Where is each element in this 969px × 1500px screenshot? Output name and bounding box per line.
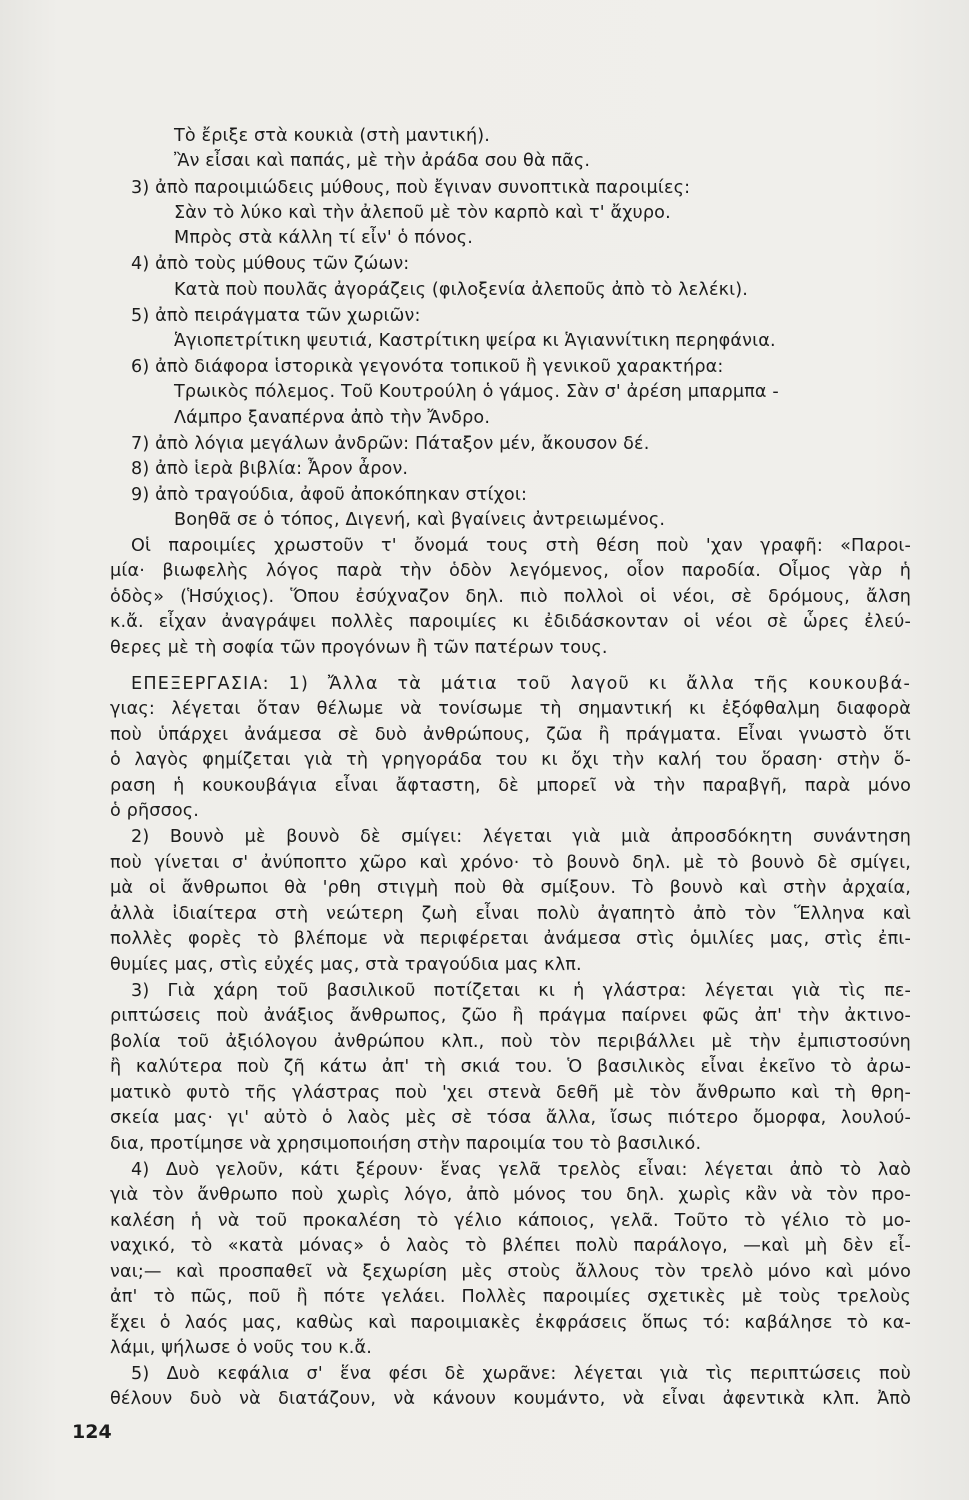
paragraph-line: ὁ ρῆσσος. [110, 801, 200, 821]
paragraph-line: 2) Βουνὸ μὲ βουνὸ δὲ σμίγει: λέγεται γιὰ μιὰ ἀπροσδόκητη συνάντηση [131, 827, 911, 847]
paragraph-line: λάμι, ψήλωσε ὁ νοῦς του κ.ἄ. [110, 1338, 373, 1358]
paragraph-line: γιας: λέγεται ὅταν θέλωμε νὰ τονίσωμε τὴ σημαντική κι ἐξόφθαλμη διαφορὰ [110, 699, 911, 719]
paragraph-line: ὁδὸς» (Ἡσύχιος). Ὅπου ἐσύχναζον δηλ. πιὸ πολλοὶ οἱ νέοι, σὲ δρόμους, ἄλση [110, 587, 911, 607]
text-line: Σὰν τὸ λύκο καὶ τὴν ἀλεποῦ μὲ τὸν καρπὸ καὶ τ' ἄχυρο. [174, 203, 671, 223]
paragraph-line: ραση ἡ κουκουβάγια εἶναι ἄφταστη, δὲ μπορεῖ νὰ τὴν παραβγῆ, παρὰ μόνο [110, 776, 911, 796]
paragraph-line: ριπτώσεις ποὺ ἀνάξιος ἄνθρωπος, ζῶο ἢ πράγμα παίρνει φῶς ἀπ' τὴν ἀκτινο- [110, 1006, 911, 1026]
paragraph-line: ματικὸ φυτὸ τῆς γλάστρας ποὺ 'χει στενὰ δεθῆ μὲ τὸν ἄνθρωπο καὶ τὴ θρη- [110, 1083, 911, 1103]
list-item-7: 7) ἀπὸ λόγια μεγάλων ἀνδρῶν: Πάταξον μέν, ἄκουσον δέ. [131, 434, 650, 454]
list-item-3: 3) ἀπὸ παροιμιώδεις μύθους, ποὺ ἔγιναν συνοπτικὰ παροιμίες: [131, 178, 691, 198]
paragraph-line: θυμίες μας, στὶς εὐχές μας, στὰ τραγούδια μας κλπ. [110, 955, 582, 975]
text-line: Ἁγιοπετρίτικη ψευτιά, Καστρίτικη ψείρα κι Ἁγιαννίτικη περηφάνια. [174, 331, 776, 351]
paragraph-line: πολλὲς φορὲς τὸ βλέπομε νὰ περιφέρεται ἀνάμεσα στὶς ὁμιλίες μας, στὶς ἐπι- [110, 929, 911, 949]
text-line: Τὸ ἔριξε στὰ κουκιὰ (στὴ μαντική). [174, 126, 490, 146]
text-line: Μπρὸς στὰ κάλλη τί εἶν' ὁ πόνος. [174, 228, 473, 248]
list-item-6: 6) ἀπὸ διάφορα ἱστορικὰ γεγονότα τοπικοῦ ἢ γενικοῦ χαρακτήρα: [131, 357, 724, 377]
paragraph-line: ἔχει ὁ λαός μας, καθὼς καὶ παροιμιακὲς ἐκφράσεις ὅπως τό: καβάλησε τὸ κα- [110, 1313, 911, 1333]
paragraph-line: Οἱ παροιμίες χρωστοῦν τ' ὄνομά τους στὴ θέση ποὺ 'χαν γραφῆ: «Παροι- [131, 536, 911, 556]
paragraph-line: μία· βιωφελὴς λόγος παρὰ τὴν ὁδὸν λεγόμενος, οἷον παροδία. Οἶμος γὰρ ἡ [110, 561, 911, 581]
paragraph-line: βολία τοῦ ἀξιόλογου ἀνθρώπου κλπ., ποὺ τὸν περιβάλλει μὲ τὴν ἐμπιστοσύνη [110, 1032, 911, 1052]
text-line: Βοηθᾶ σε ὁ τόπος, Διγενή, καὶ βγαίνεις ἀντρειωμένος. [174, 510, 666, 530]
list-item-8: 8) ἀπὸ ἱερὰ βιβλία: Ἆρον ἆρον. [131, 459, 409, 479]
list-item-5: 5) ἀπὸ πειράγματα τῶν χωριῶν: [131, 306, 421, 326]
list-item-4: 4) ἀπὸ τοὺς μύθους τῶν ζώων: [131, 254, 410, 274]
paragraph-line: ἀλλὰ ἰδιαίτερα στὴ νεώτερη ζωὴ εἶναι πολὺ ἀγαπητὸ ἀπὸ τὸν Ἕλληνα καὶ [110, 904, 911, 924]
text-line: Κατὰ ποὺ πουλᾶς ἀγοράζεις (φιλοξενία ἀλεποῦς ἀπὸ τὸ λελέκι). [174, 280, 748, 300]
paragraph-line: ποὺ ὑπάρχει ἀνάμεσα σὲ δυὸ ἀνθρώπους, ζῶα ἢ πράγματα. Εἶναι γνωστὸ ὅτι [110, 725, 911, 745]
paragraph-line: 3) Γιὰ χάρη τοῦ βασιλικοῦ ποτίζεται κι ἡ γλάστρα: λέγεται γιὰ τὶς πε- [131, 981, 911, 1001]
paragraph-line: ἀπ' τὸ πῶς, ποῦ ἢ πότε γελάει. Πολλὲς παροιμίες σχετικὲς μὲ τοὺς τρελοὺς [110, 1287, 911, 1307]
text-line: Λάμπρο ξαναπέρνα ἀπὸ τὴν Ἄνδρο. [174, 408, 491, 428]
paragraph-line: θερες μὲ τὴ σοφία τῶν προγόνων ἢ τῶν πατέρων τους. [110, 638, 608, 658]
paragraph-line: κ.ἄ. εἶχαν ἀναγράψει πολλὲς παροιμίες κι ἐδιδάσκονταν οἱ νέοι σὲ ὧρες ἐλεύ- [110, 612, 911, 632]
page-number: 124 [72, 1421, 112, 1443]
list-item-9: 9) ἀπὸ τραγούδια, ἀφοῦ ἀποκόπηκαν στίχοι: [131, 485, 528, 505]
paragraph-line: ἢ καλύτερα ποὺ ζῆ κάτω ἀπ' τὴ σκιά του. Ὁ βασιλικὸς εἶναι ἐκεῖνο τὸ ἀρω- [110, 1057, 911, 1077]
text-line: Ἂν εἶσαι καὶ παπάς, μὲ τὴν ἀράδα σου θὰ πᾶς. [174, 151, 591, 171]
paragraph-line: θέλουν δυὸ νὰ διατάζουν, νὰ κάνουν κουμάντο, νὰ εἶναι ἀφεντικὰ κλπ. Ἀπὸ [110, 1389, 911, 1409]
paragraph-line: δια, προτίμησε νὰ χρησιμοποιήση στὴν παροιμία του τὸ βασιλικό. [110, 1134, 702, 1154]
paragraph-line: 4) Δυὸ γελοῦν, κάτι ξέρουν· ἕνας γελᾶ τρελὸς εἶναι: λέγεται ἀπὸ τὸ λαὸ [131, 1160, 911, 1180]
text-line: Τρωικὸς πόλεμος. Τοῦ Κουτρούλη ὁ γάμος. Σὰν σ' ἀρέση μπαρμπα - [174, 382, 779, 402]
paragraph-line: ναι;— καὶ προσπαθεῖ νὰ ξεχωρίση μὲς στοὺς ἄλλους τὸν τρελὸ μόνο καὶ μόνο [110, 1262, 911, 1282]
paragraph-line: 5) Δυὸ κεφάλια σ' ἕνα φέσι δὲ χωρᾶνε: λέγεται γιὰ τὶς περιπτώσεις ποὺ [131, 1364, 911, 1384]
section-heading-line: ΕΠΕΞΕΡΓΑΣΙΑ: 1) Ἄλλα τὰ μάτια τοῦ λαγοῦ κι ἄλλα τῆς κουκουβά- [131, 674, 911, 694]
paragraph-line: καλέση ἡ νὰ τοῦ προκαλέση τὸ γέλιο κάποιος, γελᾶ. Τοῦτο τὸ γέλιο τὸ μο- [110, 1211, 911, 1231]
paragraph-line: γιὰ τὸν ἄνθρωπο ποὺ χωρὶς λόγο, ἀπὸ μόνος του δηλ. χωρὶς κἂν νὰ τὸν προ- [110, 1185, 911, 1205]
paragraph-line: μὰ οἱ ἄνθρωποι θὰ 'ρθη στιγμὴ ποὺ θὰ σμίξουν. Τὸ βουνὸ καὶ στὴν ἀρχαία, [110, 878, 911, 898]
paragraph-line: σκεία μας· γι' αὐτὸ ὁ λαὸς μὲς σὲ τόσα ἄλλα, ἴσως πιότερο ὄμορφα, λουλού- [110, 1108, 911, 1128]
paragraph-line: ναχικό, τὸ «κατὰ μόνας» ὁ λαὸς τὸ βλέπει πολὺ παράλογο, —καὶ μὴ δὲν εἶ- [110, 1236, 911, 1256]
paragraph-line: ὁ λαγὸς φημίζεται γιὰ τὴ γρηγοράδα του κι ὄχι τὴν καλή του ὅραση· στὴν ὅ- [110, 750, 911, 770]
paragraph-line: ποὺ γίνεται σ' ἀνύποπτο χῶρο καὶ χρόνο· τὸ βουνὸ δηλ. μὲ τὸ βουνὸ δὲ σμίγει, [110, 853, 911, 873]
